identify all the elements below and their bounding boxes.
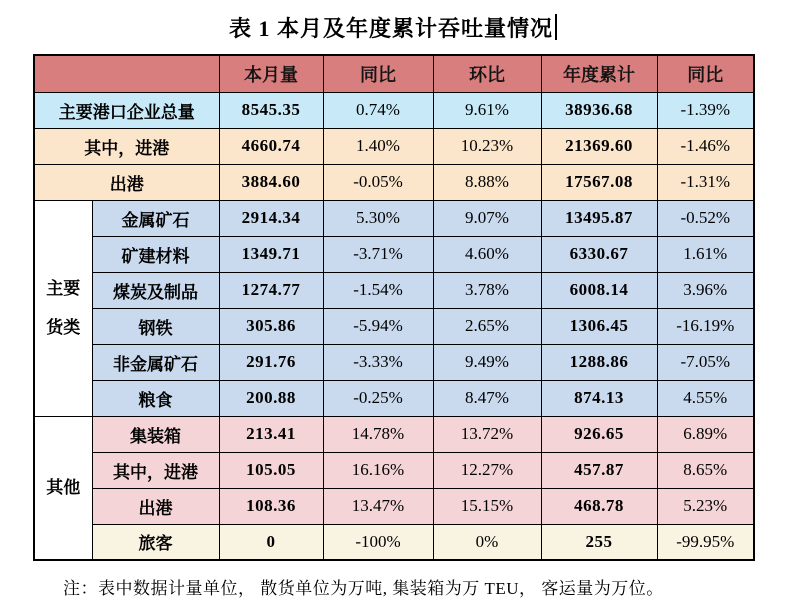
row-label-cell: 煤炭及制品 bbox=[92, 272, 219, 308]
value-cell: 8.47% bbox=[433, 380, 541, 416]
value-cell: 1306.45 bbox=[541, 308, 657, 344]
row-label-cell: 旅客 bbox=[92, 524, 219, 560]
value-cell: 3.78% bbox=[433, 272, 541, 308]
value-cell: -5.94% bbox=[323, 308, 433, 344]
page-title: 表 1 本月及年度累计吞吐量情况 bbox=[228, 15, 553, 41]
table-row bbox=[34, 344, 754, 380]
value-cell: 213.41 bbox=[219, 416, 323, 452]
table-row bbox=[34, 92, 754, 128]
text-cursor bbox=[555, 14, 557, 40]
value-cell: 14.78% bbox=[323, 416, 433, 452]
value-cell: -0.52% bbox=[657, 200, 754, 236]
table-row bbox=[34, 380, 754, 416]
value-cell: -1.39% bbox=[657, 92, 754, 128]
value-cell: 6330.67 bbox=[541, 236, 657, 272]
value-cell: 13.47% bbox=[323, 488, 433, 524]
value-cell: 13.72% bbox=[433, 416, 541, 452]
value-cell: 926.65 bbox=[541, 416, 657, 452]
row-label-cell: 出港 bbox=[92, 488, 219, 524]
value-cell: 874.13 bbox=[541, 380, 657, 416]
row-label-cell: 主要港口企业总量 bbox=[34, 92, 219, 128]
value-cell: 10.23% bbox=[433, 128, 541, 164]
column-header-monthly: 本月量 bbox=[219, 55, 323, 92]
footnote: 注：表中数据计量单位， 散货单位为万吨, 集装箱为万 TEU， 客运量为万位。 bbox=[63, 579, 664, 598]
value-cell: 200.88 bbox=[219, 380, 323, 416]
value-cell: 8545.35 bbox=[219, 92, 323, 128]
row-label-cell: 集装箱 bbox=[92, 416, 219, 452]
row-label-cell: 金属矿石 bbox=[92, 200, 219, 236]
value-cell: 291.76 bbox=[219, 344, 323, 380]
value-cell: 38936.68 bbox=[541, 92, 657, 128]
value-cell: 457.87 bbox=[541, 452, 657, 488]
value-cell: 17567.08 bbox=[541, 164, 657, 200]
row-label-cell: 非金属矿石 bbox=[92, 344, 219, 380]
table-row bbox=[34, 200, 754, 236]
value-cell: 468.78 bbox=[541, 488, 657, 524]
value-cell: -7.05% bbox=[657, 344, 754, 380]
throughput-table bbox=[33, 54, 755, 561]
column-header-yoy: 同比 bbox=[323, 55, 433, 92]
value-cell: -3.33% bbox=[323, 344, 433, 380]
value-cell: 1274.77 bbox=[219, 272, 323, 308]
row-label-cell: 其中，进港 bbox=[34, 128, 219, 164]
row-label-cell: 粮食 bbox=[92, 380, 219, 416]
table-row bbox=[34, 128, 754, 164]
value-cell: 0% bbox=[433, 524, 541, 560]
value-cell: 1349.71 bbox=[219, 236, 323, 272]
value-cell: 4660.74 bbox=[219, 128, 323, 164]
value-cell: 105.05 bbox=[219, 452, 323, 488]
row-label-cell: 出港 bbox=[34, 164, 219, 200]
table-row bbox=[34, 416, 754, 452]
value-cell: 4.55% bbox=[657, 380, 754, 416]
value-cell: 13495.87 bbox=[541, 200, 657, 236]
value-cell: 12.27% bbox=[433, 452, 541, 488]
group-label-line: 主要 bbox=[46, 279, 81, 298]
table-row bbox=[34, 308, 754, 344]
value-cell: -99.95% bbox=[657, 524, 754, 560]
value-cell: 5.30% bbox=[323, 200, 433, 236]
value-cell: -0.25% bbox=[323, 380, 433, 416]
value-cell: -3.71% bbox=[323, 236, 433, 272]
value-cell: 108.36 bbox=[219, 488, 323, 524]
value-cell: -16.19% bbox=[657, 308, 754, 344]
value-cell: 255 bbox=[541, 524, 657, 560]
header-row bbox=[34, 55, 754, 92]
value-cell: 0 bbox=[219, 524, 323, 560]
table-row bbox=[34, 452, 754, 488]
value-cell: -0.05% bbox=[323, 164, 433, 200]
value-cell: 15.15% bbox=[433, 488, 541, 524]
value-cell: 8.65% bbox=[657, 452, 754, 488]
table-row bbox=[34, 524, 754, 560]
group-label-cell bbox=[34, 200, 92, 416]
value-cell: 6.89% bbox=[657, 416, 754, 452]
value-cell: -1.54% bbox=[323, 272, 433, 308]
value-cell: 9.07% bbox=[433, 200, 541, 236]
value-cell: 305.86 bbox=[219, 308, 323, 344]
column-header-annual-yoy: 同比 bbox=[657, 55, 754, 92]
column-header-blank bbox=[34, 55, 219, 92]
value-cell: 3884.60 bbox=[219, 164, 323, 200]
table-row bbox=[34, 164, 754, 200]
table-body bbox=[34, 92, 754, 560]
value-cell: -100% bbox=[323, 524, 433, 560]
value-cell: 4.60% bbox=[433, 236, 541, 272]
row-label-cell: 其中，进港 bbox=[92, 452, 219, 488]
value-cell: 6008.14 bbox=[541, 272, 657, 308]
value-cell: 3.96% bbox=[657, 272, 754, 308]
value-cell: 9.61% bbox=[433, 92, 541, 128]
value-cell: 2914.34 bbox=[219, 200, 323, 236]
column-header-mom: 环比 bbox=[433, 55, 541, 92]
value-cell: -1.31% bbox=[657, 164, 754, 200]
group-label-line: 货类 bbox=[46, 318, 81, 337]
value-cell: 1.61% bbox=[657, 236, 754, 272]
group-label-cell bbox=[34, 416, 92, 560]
value-cell: 8.88% bbox=[433, 164, 541, 200]
row-label-cell: 钢铁 bbox=[92, 308, 219, 344]
value-cell: 0.74% bbox=[323, 92, 433, 128]
value-cell: 5.23% bbox=[657, 488, 754, 524]
table-row bbox=[34, 236, 754, 272]
value-cell: 21369.60 bbox=[541, 128, 657, 164]
value-cell: 2.65% bbox=[433, 308, 541, 344]
value-cell: 1288.86 bbox=[541, 344, 657, 380]
value-cell: 1.40% bbox=[323, 128, 433, 164]
value-cell: 9.49% bbox=[433, 344, 541, 380]
title-row bbox=[0, 0, 786, 54]
table-row bbox=[34, 488, 754, 524]
value-cell: -1.46% bbox=[657, 128, 754, 164]
column-header-annual: 年度累计 bbox=[541, 55, 657, 92]
value-cell: 16.16% bbox=[323, 452, 433, 488]
row-label-cell: 矿建材料 bbox=[92, 236, 219, 272]
table-row bbox=[34, 272, 754, 308]
group-label-line: 其他 bbox=[46, 478, 81, 498]
